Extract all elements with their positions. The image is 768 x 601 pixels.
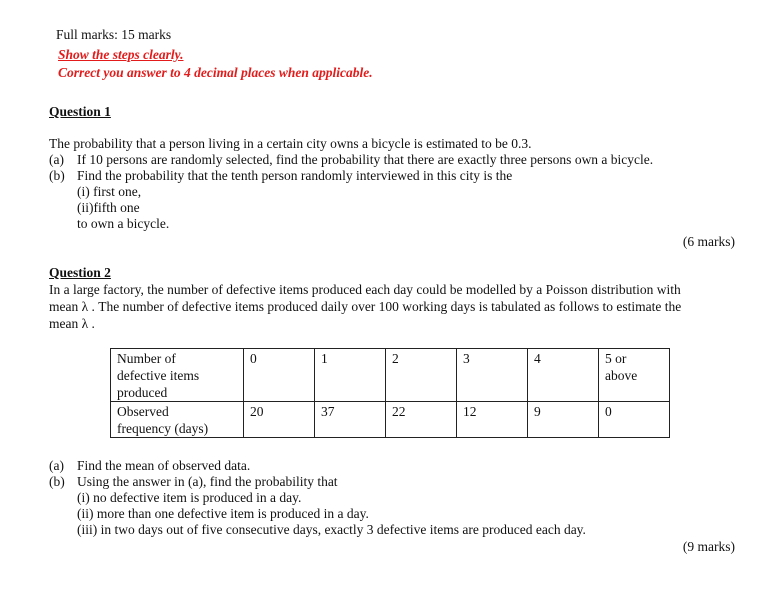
table-cell-line: 5 or	[605, 351, 627, 366]
q2-intro-line-3: mean λ .	[49, 316, 95, 331]
table-cell: 2	[386, 349, 457, 402]
table-header-cell	[111, 402, 244, 438]
table-cell: 3	[457, 349, 528, 402]
frequency-table	[110, 348, 670, 438]
table-cell: 37	[315, 402, 386, 438]
q1-a-label: (a)	[49, 152, 64, 167]
table-cell-line: above	[605, 368, 638, 383]
table-row	[111, 402, 670, 438]
full-marks: Full marks: 15 marks	[56, 27, 172, 42]
q1-title: Question 1	[49, 104, 111, 119]
table-header-line: Observed	[117, 404, 169, 419]
q2-b-i: (i) no defective item is produced in a day.	[77, 490, 302, 505]
instruction-steps: Show the steps clearly.	[58, 47, 184, 62]
q2-b-label: (b)	[49, 474, 65, 489]
table-cell	[599, 349, 670, 402]
table-cell: 0	[244, 349, 315, 402]
table-row	[111, 349, 670, 402]
table-header-line: frequency (days)	[117, 421, 209, 436]
table-cell: 20	[244, 402, 315, 438]
q1-b-tail: to own a bicycle.	[77, 216, 170, 231]
q2-intro-line-2: mean λ . The number of defective items produced daily over 100 working days is tabulated as follows to estimate the	[49, 299, 682, 314]
q2-intro-line-1: In a large factory, the number of defective items produced each day could be modelled by a Poisson distribution with	[49, 282, 681, 297]
q2-a-label: (a)	[49, 458, 64, 473]
q1-b-ii: (ii)fifth one	[77, 200, 140, 215]
q2-marks: (9 marks)	[682, 539, 735, 554]
q2-b-iii: (iii) in two days out of five consecutive days, exactly 3 defective items are produced each day.	[77, 522, 586, 537]
table-cell: 0	[599, 402, 670, 438]
q2-b-text: Using the answer in (a), find the probability that	[77, 474, 338, 489]
table-cell: 1	[315, 349, 386, 402]
q2-b-ii: (ii) more than one defective item is produced in a day.	[77, 506, 369, 521]
q1-b-i: (i) first one,	[77, 184, 142, 199]
table-cell: 4	[528, 349, 599, 402]
q1-intro: The probability that a person living in a certain city owns a bicycle is estimated to be 0.3.	[49, 136, 532, 151]
table-cell: 22	[386, 402, 457, 438]
table-header-line: Number of	[117, 351, 176, 366]
table-header-line: defective items	[117, 368, 200, 383]
q2-title: Question 2	[49, 265, 111, 280]
q1-b-text: Find the probability that the tenth person randomly interviewed in this city is the	[77, 168, 513, 183]
q1-a-text: If 10 persons are randomly selected, find the probability that there are exactly three persons own a bicycle.	[77, 152, 654, 167]
table-header-line: produced	[117, 385, 168, 400]
table-cell: 12	[457, 402, 528, 438]
q1-marks: (6 marks)	[682, 234, 735, 249]
table-cell: 9	[528, 402, 599, 438]
table-header-cell	[111, 349, 244, 402]
instruction-decimals: Correct you answer to 4 decimal places when applicable.	[58, 65, 373, 80]
q2-a-text: Find the mean of observed data.	[77, 458, 251, 473]
q1-b-label: (b)	[49, 168, 65, 183]
